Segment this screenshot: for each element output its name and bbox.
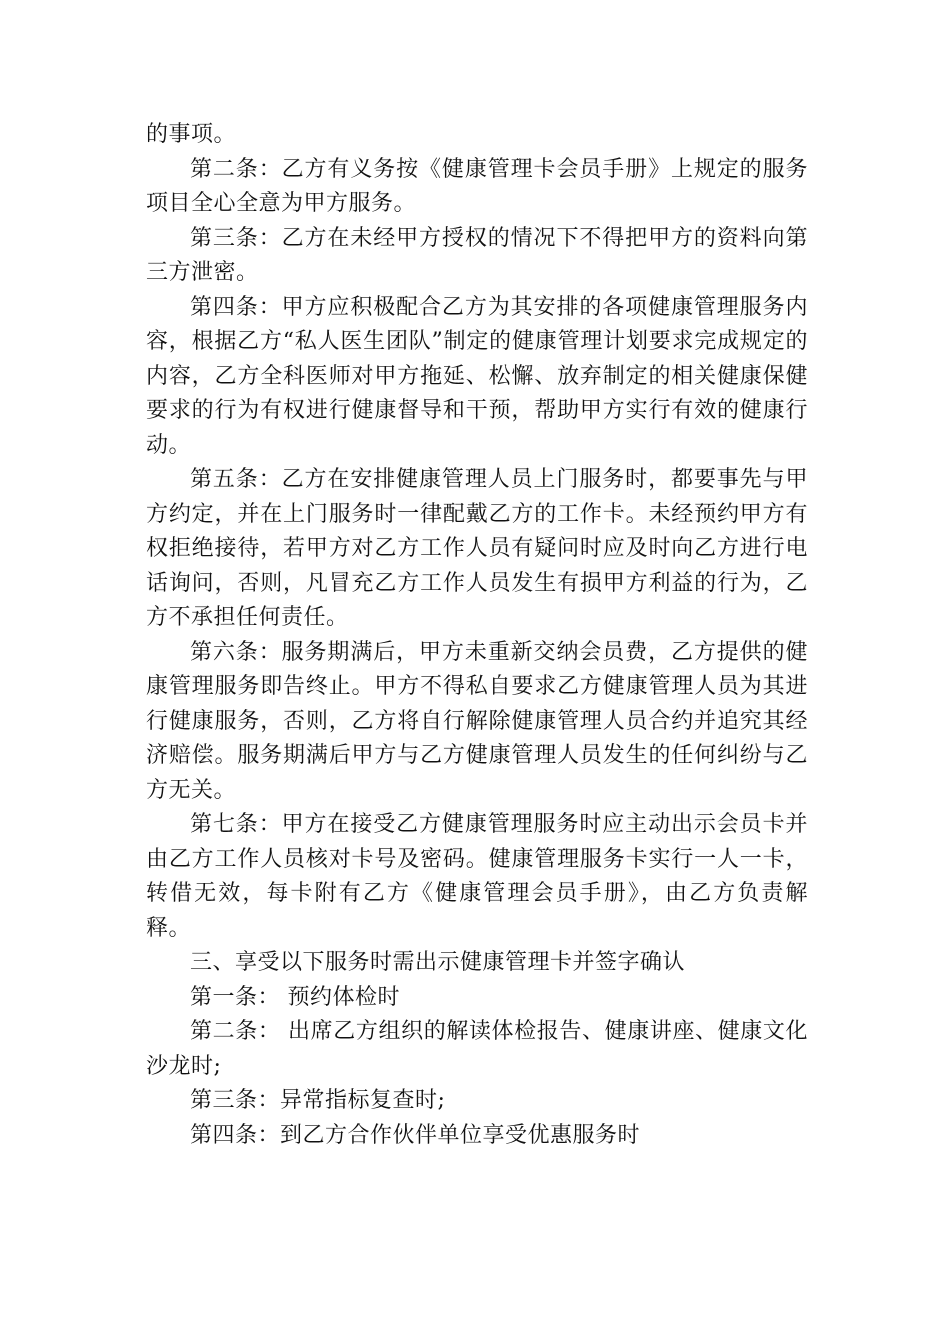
article-7-paragraph: 第七条：甲方在接受乙方健康管理服务时应主动出示会员卡并由乙方工作人员核对卡号及密码。健康管理服务卡实行一人一卡，转借无效，每卡附有乙方《健康管理会员手册》，由乙方负责解释。 bbox=[146, 812, 808, 941]
paragraph-continuation: 的事项。 bbox=[146, 122, 237, 147]
section-3-article-2: 第二条： 出席乙方组织的解读体检报告、健康讲座、健康文化沙龙时; bbox=[146, 1019, 808, 1079]
section-3-article-3: 第三条：异常指标复查时; bbox=[190, 1088, 446, 1113]
section-3-heading: 三、享受以下服务时需出示健康管理卡并签字确认 bbox=[190, 950, 686, 975]
article-5-paragraph: 第五条：乙方在安排健康管理人员上门服务时，都要事先与甲方约定，并在上门服务时一律配戴乙方的工作卡。未经预约甲方有权拒绝接待，若甲方对乙方工作人员有疑问时应及时向乙方进行电话询问，否则，凡冒充乙方工作人员发生有损甲方利益的行为，乙方不承担任何责任。 bbox=[146, 467, 808, 630]
section-3-article-4: 第四条：到乙方合作伙伴单位享受优惠服务时 bbox=[190, 1122, 641, 1148]
article-4-paragraph: 第四条：甲方应积极配合乙方为其安排的各项健康管理服务内容，根据乙方“私人医生团队”制定的健康管理计划要求完成规定的内容，乙方全科医师对甲方拖延、松懈、放弃制定的相关健康保健要求的行为有权进行健康督导和干预，帮助甲方实行有效的健康行动。 bbox=[146, 294, 808, 458]
document-body bbox=[146, 118, 808, 1153]
article-2-paragraph: 第二条：乙方有义务按《健康管理卡会员手册》上规定的服务项目全心全意为甲方服务。 bbox=[146, 156, 808, 216]
article-6-paragraph: 第六条：服务期满后，甲方未重新交纳会员费，乙方提供的健康管理服务即告终止。甲方不得私自要求乙方健康管理人员为其进行健康服务，否则，乙方将自行解除健康管理人员合约并追究其经济赔偿。服务期满后甲方与乙方健康管理人员发生的任何纠纷与乙方无关。 bbox=[146, 639, 808, 803]
article-3-paragraph: 第三条：乙方在未经甲方授权的情况下不得把甲方的资料向第三方泄密。 bbox=[146, 225, 808, 285]
section-3-article-1: 第一条： 预约体检时 bbox=[190, 984, 400, 1010]
